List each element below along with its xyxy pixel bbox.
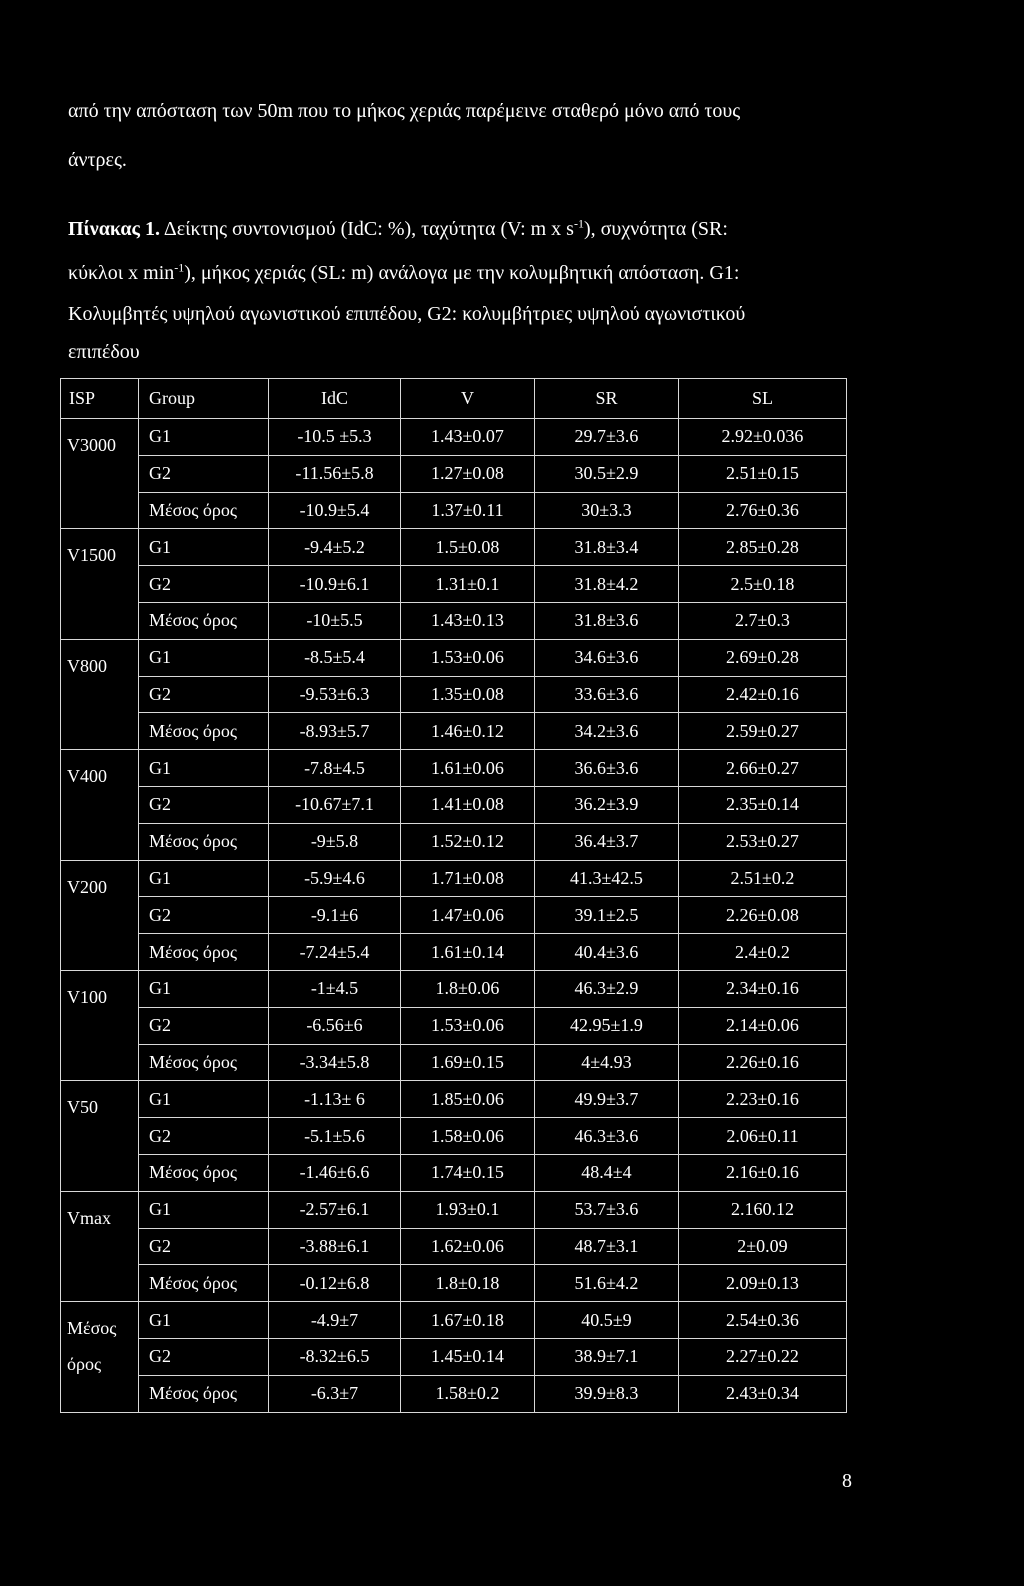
isp-cell: Vmax — [61, 1191, 139, 1301]
sl-cell: 2.43±0.34 — [679, 1375, 847, 1412]
sl-cell: 2±0.09 — [679, 1228, 847, 1265]
sr-cell: 34.2±3.6 — [535, 713, 679, 750]
sl-cell: 2.27±0.22 — [679, 1338, 847, 1375]
idc-cell: -10.9±6.1 — [269, 566, 401, 603]
intro-line-1: από την απόσταση των 50m που το μήκος χεριάς παρέμεινε σταθερό μόνο από τους — [68, 100, 741, 122]
caption-line-1-tail: ), συχνότητα (SR: — [583, 218, 728, 240]
idc-cell: -4.9±7 — [269, 1302, 401, 1339]
table-row — [61, 455, 847, 492]
table-row — [61, 750, 847, 787]
v-cell: 1.61±0.06 — [401, 750, 535, 787]
sl-cell: 2.09±0.13 — [679, 1265, 847, 1302]
idc-cell: -6.3±7 — [269, 1375, 401, 1412]
idc-cell: -8.5±5.4 — [269, 639, 401, 676]
sl-cell: 2.26±0.16 — [679, 1044, 847, 1081]
sr-cell: 31.8±4.2 — [535, 566, 679, 603]
header-sr: SR — [535, 379, 679, 419]
sl-cell: 2.92±0.036 — [679, 419, 847, 456]
caption-line-1 — [68, 216, 868, 242]
group-cell: G1 — [139, 860, 269, 897]
caption-line-4: επιπέδου — [68, 341, 140, 363]
sl-cell: 2.4±0.2 — [679, 934, 847, 971]
sl-cell: 2.14±0.06 — [679, 1007, 847, 1044]
idc-cell: -9±5.8 — [269, 823, 401, 860]
group-cell: Μέσος όρος — [139, 602, 269, 639]
isp-cell: V400 — [61, 750, 139, 860]
table-row — [61, 1338, 847, 1375]
group-cell: Μέσος όρος — [139, 713, 269, 750]
table-row — [61, 786, 847, 823]
group-cell: G1 — [139, 1191, 269, 1228]
sl-cell: 2.51±0.2 — [679, 860, 847, 897]
v-cell: 1.46±0.12 — [401, 713, 535, 750]
group-cell: G1 — [139, 970, 269, 1007]
caption-line-2-superscript: -1 — [174, 260, 185, 275]
caption-label: Πίνακας 1. — [68, 218, 160, 240]
sr-cell: 33.6±3.6 — [535, 676, 679, 713]
group-cell: Μέσος όρος — [139, 1375, 269, 1412]
idc-cell: -8.32±6.5 — [269, 1338, 401, 1375]
idc-cell: -10.5 ±5.3 — [269, 419, 401, 456]
v-cell: 1.37±0.11 — [401, 492, 535, 529]
caption-line-2 — [68, 260, 868, 286]
table-row — [61, 1081, 847, 1118]
header-isp: ISP — [61, 379, 139, 419]
sr-cell: 31.8±3.4 — [535, 529, 679, 566]
sl-cell: 2.06±0.11 — [679, 1118, 847, 1155]
header-group: Group — [139, 379, 269, 419]
sr-cell: 49.9±3.7 — [535, 1081, 679, 1118]
sr-cell: 31.8±3.6 — [535, 602, 679, 639]
v-cell: 1.58±0.2 — [401, 1375, 535, 1412]
caption-line-2-text: κύκλοι x min — [68, 262, 175, 284]
idc-cell: -8.93±5.7 — [269, 713, 401, 750]
v-cell: 1.47±0.06 — [401, 897, 535, 934]
idc-cell: -3.34±5.8 — [269, 1044, 401, 1081]
table-row — [61, 1375, 847, 1412]
group-cell: G2 — [139, 1338, 269, 1375]
table-header-row — [61, 379, 847, 419]
v-cell: 1.35±0.08 — [401, 676, 535, 713]
sr-cell: 48.7±3.1 — [535, 1228, 679, 1265]
group-cell: Μέσος όρος — [139, 823, 269, 860]
sl-cell: 2.34±0.16 — [679, 970, 847, 1007]
table-row — [61, 934, 847, 971]
sr-cell: 53.7±3.6 — [535, 1191, 679, 1228]
isp-cell: V1500 — [61, 529, 139, 639]
sr-cell: 34.6±3.6 — [535, 639, 679, 676]
idc-cell: -9.1±6 — [269, 897, 401, 934]
idc-cell: -11.56±5.8 — [269, 455, 401, 492]
sr-cell: 51.6±4.2 — [535, 1265, 679, 1302]
v-cell: 1.52±0.12 — [401, 823, 535, 860]
table-row — [61, 1265, 847, 1302]
sr-cell: 40.4±3.6 — [535, 934, 679, 971]
group-cell: G2 — [139, 1007, 269, 1044]
table-row — [61, 1191, 847, 1228]
sr-cell: 30±3.3 — [535, 492, 679, 529]
idc-cell: -7.8±4.5 — [269, 750, 401, 787]
isp-cell: Μέσος όρος — [61, 1302, 139, 1412]
v-cell: 1.67±0.18 — [401, 1302, 535, 1339]
group-cell: G2 — [139, 566, 269, 603]
table-row — [61, 566, 847, 603]
table-row — [61, 639, 847, 676]
page-number: 8 — [842, 1470, 852, 1492]
sl-cell: 2.69±0.28 — [679, 639, 847, 676]
table-row — [61, 860, 847, 897]
idc-cell: -1.46±6.6 — [269, 1154, 401, 1191]
v-cell: 1.93±0.1 — [401, 1191, 535, 1228]
sl-cell: 2.76±0.36 — [679, 492, 847, 529]
idc-cell: -5.1±5.6 — [269, 1118, 401, 1155]
header-v: V — [401, 379, 535, 419]
group-cell: Μέσος όρος — [139, 1154, 269, 1191]
sr-cell: 41.3±42.5 — [535, 860, 679, 897]
group-cell: G2 — [139, 455, 269, 492]
header-idc: IdC — [269, 379, 401, 419]
group-cell: G1 — [139, 419, 269, 456]
sr-cell: 46.3±3.6 — [535, 1118, 679, 1155]
group-cell: G1 — [139, 639, 269, 676]
idc-cell: -5.9±4.6 — [269, 860, 401, 897]
v-cell: 1.53±0.06 — [401, 1007, 535, 1044]
group-cell: Μέσος όρος — [139, 1265, 269, 1302]
isp-cell: V100 — [61, 970, 139, 1080]
sl-cell: 2.5±0.18 — [679, 566, 847, 603]
v-cell: 1.45±0.14 — [401, 1338, 535, 1375]
v-cell: 1.61±0.14 — [401, 934, 535, 971]
v-cell: 1.8±0.18 — [401, 1265, 535, 1302]
v-cell: 1.71±0.08 — [401, 860, 535, 897]
table-row — [61, 492, 847, 529]
caption-line-1-text: Δείκτης συντονισμού (IdC: %), ταχύτητα (V: m x s — [159, 218, 574, 240]
v-cell: 1.74±0.15 — [401, 1154, 535, 1191]
table-row — [61, 1302, 847, 1339]
group-cell: G1 — [139, 529, 269, 566]
idc-cell: -6.56±6 — [269, 1007, 401, 1044]
v-cell: 1.27±0.08 — [401, 455, 535, 492]
v-cell: 1.41±0.08 — [401, 786, 535, 823]
group-cell: G1 — [139, 1081, 269, 1118]
idc-cell: -1±4.5 — [269, 970, 401, 1007]
group-cell: Μέσος όρος — [139, 492, 269, 529]
isp-cell: V800 — [61, 639, 139, 749]
results-table — [60, 378, 847, 1413]
table-body — [61, 419, 847, 1413]
v-cell: 1.62±0.06 — [401, 1228, 535, 1265]
idc-cell: -3.88±6.1 — [269, 1228, 401, 1265]
table-row — [61, 419, 847, 456]
isp-cell: V50 — [61, 1081, 139, 1191]
v-cell: 1.5±0.08 — [401, 529, 535, 566]
v-cell: 1.43±0.13 — [401, 602, 535, 639]
sr-cell: 38.9±7.1 — [535, 1338, 679, 1375]
table-row — [61, 1228, 847, 1265]
table-row — [61, 529, 847, 566]
table-row — [61, 1044, 847, 1081]
idc-cell: -9.4±5.2 — [269, 529, 401, 566]
idc-cell: -7.24±5.4 — [269, 934, 401, 971]
sr-cell: 36.4±3.7 — [535, 823, 679, 860]
group-cell: G1 — [139, 750, 269, 787]
sr-cell: 30.5±2.9 — [535, 455, 679, 492]
sl-cell: 2.66±0.27 — [679, 750, 847, 787]
table-row — [61, 823, 847, 860]
group-cell: G1 — [139, 1302, 269, 1339]
table-row — [61, 1007, 847, 1044]
v-cell: 1.8±0.06 — [401, 970, 535, 1007]
sr-cell: 29.7±3.6 — [535, 419, 679, 456]
sl-cell: 2.23±0.16 — [679, 1081, 847, 1118]
sr-cell: 39.1±2.5 — [535, 897, 679, 934]
table-row — [61, 602, 847, 639]
table-row — [61, 713, 847, 750]
sl-cell: 2.26±0.08 — [679, 897, 847, 934]
sl-cell: 2.85±0.28 — [679, 529, 847, 566]
table-row — [61, 970, 847, 1007]
group-cell: Μέσος όρος — [139, 1044, 269, 1081]
sl-cell: 2.35±0.14 — [679, 786, 847, 823]
sl-cell: 2.7±0.3 — [679, 602, 847, 639]
table-row — [61, 1154, 847, 1191]
header-sl: SL — [679, 379, 847, 419]
idc-cell: -10.9±5.4 — [269, 492, 401, 529]
idc-cell: -10±5.5 — [269, 602, 401, 639]
sl-cell: 2.54±0.36 — [679, 1302, 847, 1339]
v-cell: 1.85±0.06 — [401, 1081, 535, 1118]
sl-cell: 2.160.12 — [679, 1191, 847, 1228]
sl-cell: 2.59±0.27 — [679, 713, 847, 750]
v-cell: 1.69±0.15 — [401, 1044, 535, 1081]
caption-line-3: Κολυμβητές υψηλού αγωνιστικού επιπέδου, G2: κολυμβήτριες υψηλού αγωνιστικού — [68, 303, 746, 325]
isp-cell: V3000 — [61, 419, 139, 529]
v-cell: 1.43±0.07 — [401, 419, 535, 456]
idc-cell: -0.12±6.8 — [269, 1265, 401, 1302]
v-cell: 1.31±0.1 — [401, 566, 535, 603]
sl-cell: 2.42±0.16 — [679, 676, 847, 713]
sr-cell: 40.5±9 — [535, 1302, 679, 1339]
group-cell: G2 — [139, 676, 269, 713]
group-cell: G2 — [139, 897, 269, 934]
idc-cell: -1.13± 6 — [269, 1081, 401, 1118]
v-cell: 1.53±0.06 — [401, 639, 535, 676]
idc-cell: -2.57±6.1 — [269, 1191, 401, 1228]
v-cell: 1.58±0.06 — [401, 1118, 535, 1155]
intro-line-2: άντρες. — [68, 149, 127, 171]
caption-line-2-tail: ), μήκος χεριάς (SL: m) ανάλογα με την κολυμβητική απόσταση. G1: — [184, 262, 740, 284]
sr-cell: 42.95±1.9 — [535, 1007, 679, 1044]
idc-cell: -10.67±7.1 — [269, 786, 401, 823]
sr-cell: 39.9±8.3 — [535, 1375, 679, 1412]
isp-cell: V200 — [61, 860, 139, 970]
group-cell: G2 — [139, 786, 269, 823]
group-cell: G2 — [139, 1118, 269, 1155]
idc-cell: -9.53±6.3 — [269, 676, 401, 713]
sr-cell: 48.4±4 — [535, 1154, 679, 1191]
sr-cell: 36.6±3.6 — [535, 750, 679, 787]
sr-cell: 4±4.93 — [535, 1044, 679, 1081]
table-row — [61, 1118, 847, 1155]
table-row — [61, 676, 847, 713]
sl-cell: 2.51±0.15 — [679, 455, 847, 492]
group-cell: Μέσος όρος — [139, 934, 269, 971]
table-row — [61, 897, 847, 934]
group-cell: G2 — [139, 1228, 269, 1265]
caption-line-1-superscript: -1 — [573, 216, 584, 231]
sr-cell: 46.3±2.9 — [535, 970, 679, 1007]
sr-cell: 36.2±3.9 — [535, 786, 679, 823]
sl-cell: 2.16±0.16 — [679, 1154, 847, 1191]
sl-cell: 2.53±0.27 — [679, 823, 847, 860]
